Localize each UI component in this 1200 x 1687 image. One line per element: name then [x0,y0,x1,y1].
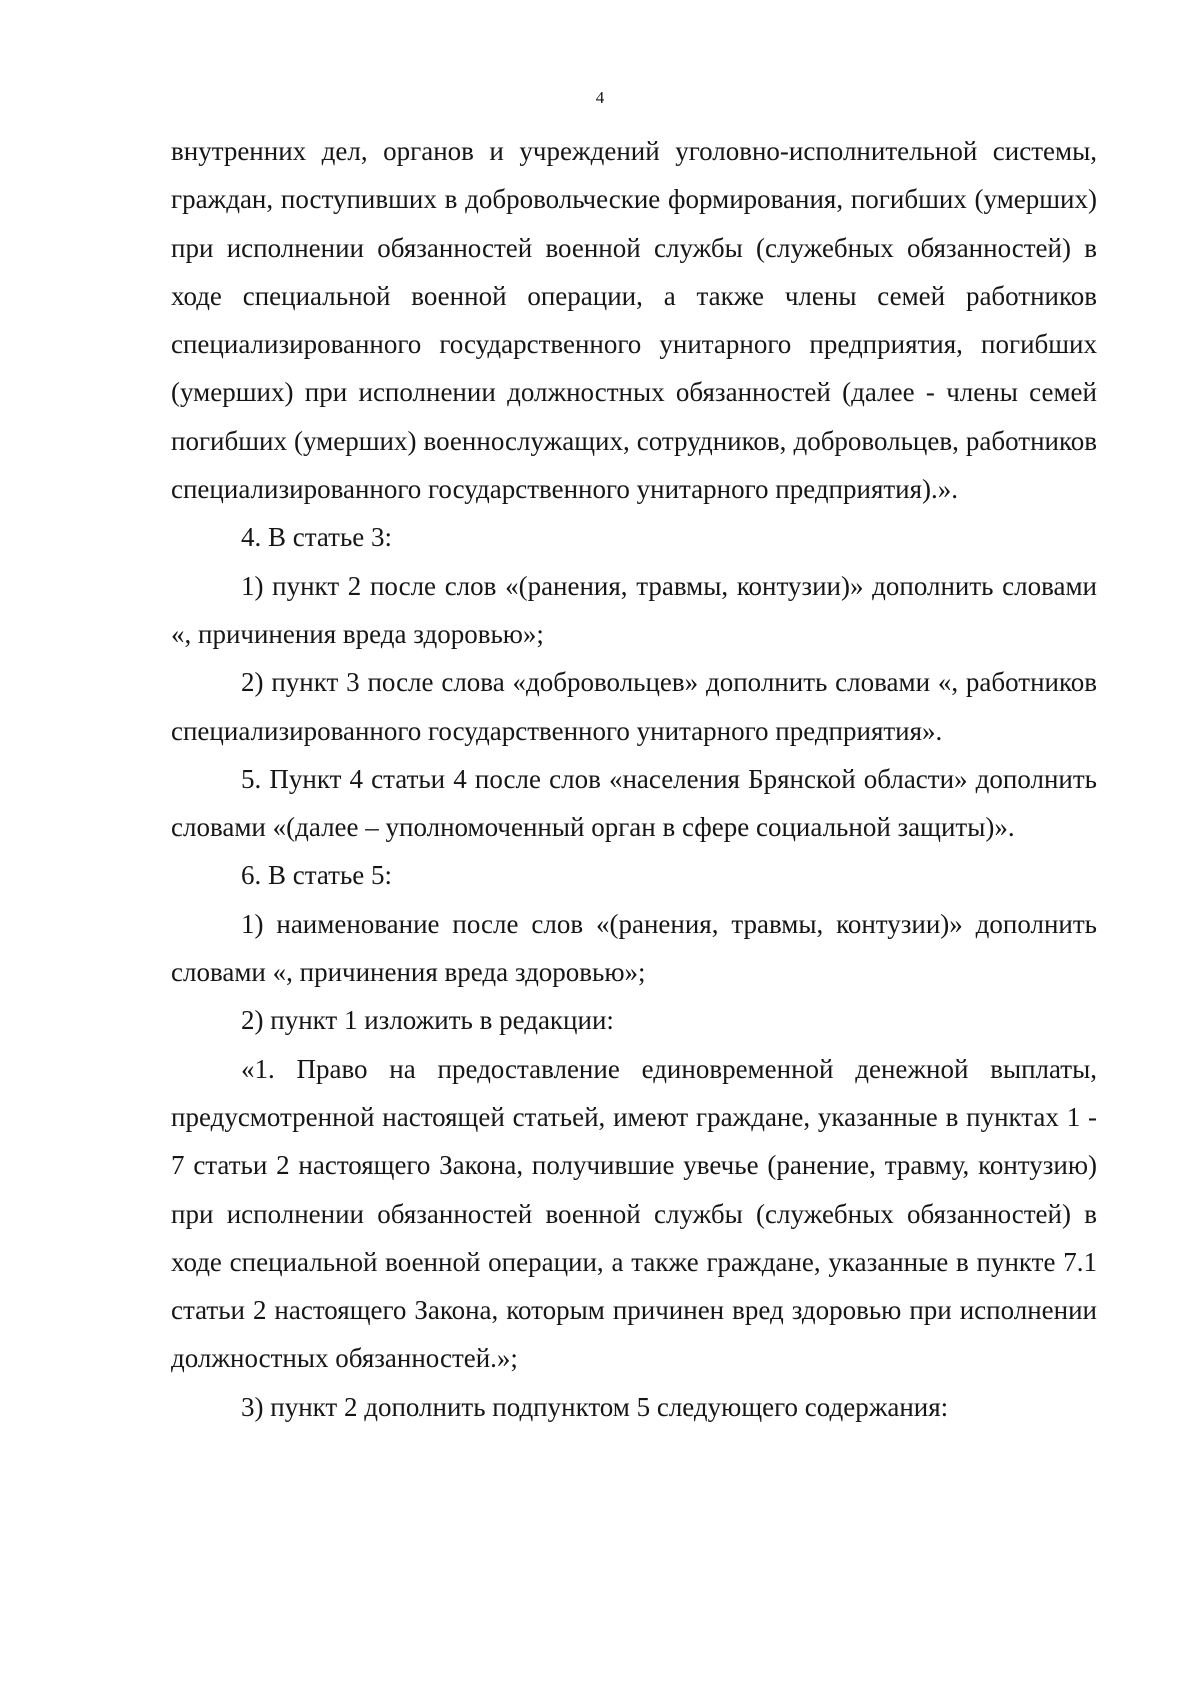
document-body [171,127,1097,1431]
paragraph-item-6-2: 2) пункт 1 изложить в редакции: [241,1005,614,1036]
paragraph-item-4: 4. В статье 3: [241,522,393,553]
paragraph-item-5: 5. Пункт 4 статьи 4 после слов «населения Брянской области» дополнить словами «(далее – уполномоченный орган в сфере социальной защиты)». [171,763,1097,843]
paragraph-item-6-3: 3) пункт 2 дополнить подпунктом 5 следующего содержания: [241,1391,949,1422]
paragraph-continuation: внутренних дел, органов и учреждений уголовно-исполнительной системы, граждан, поступивших в добровольческие формирования, погибших (умерших) при исполнении обязанностей военной службы (служебных обязанностей) в ходе специальной военной операции, а также члены семей работников специализированного государственного унитарного предприятия, погибших (умерших) при исполнении должностных обязанностей (далее - члены семей погибших (умерших) военнослужащих, сотрудников, добровольцев, работников специализированного государственного унитарного предприятия).». [171,136,1097,505]
paragraph-item-4-1: 1) пункт 2 после слов «(ранения, травмы, контузии)» дополнить словами «, причинения вреда здоровью»; [171,570,1097,649]
paragraph-item-6: 6. В статье 5: [241,860,393,891]
page-number: 4 [595,88,605,107]
paragraph-item-4-2: 2) пункт 3 после слова «добровольцев» дополнить словами «, работников специализированного государственного унитарного предприятия». [171,667,1097,746]
paragraph-quoted-clause-1: «1. Право на предоставление единовременной денежной выплаты, предусмотренной настоящей статьей, имеют граждане, указанные в пунктах 1 - 7 статьи 2 настоящего Закона, получившие увечье (ранение, травму, контузию) при исполнении обязанностей военной службы (служебных обязанностей) в ходе специальной военной операции, а также граждане, указанные в пункте 7.1 статьи 2 настоящего Закона, которым причинен вред здоровью при исполнении должностных обязанностей.»; [171,1053,1097,1374]
paragraph-item-6-1: 1) наименование после слов «(ранения, травмы, контузии)» дополнить словами «, причинения вреда здоровью»; [171,908,1097,988]
